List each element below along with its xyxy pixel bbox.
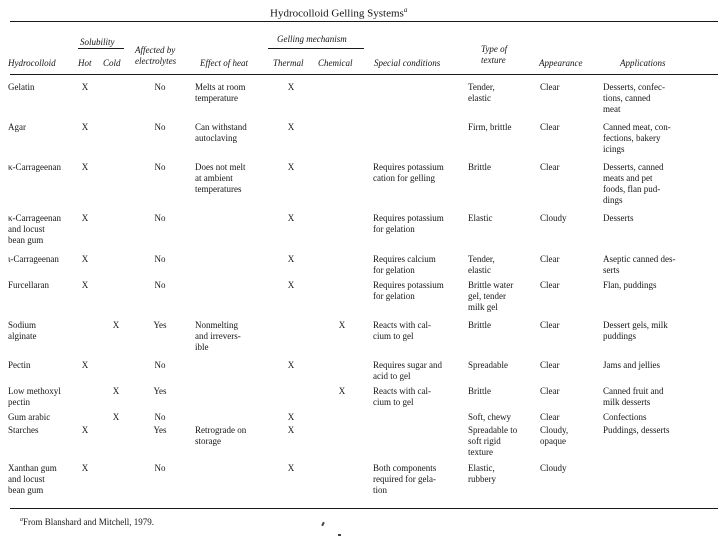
header-electrolytes-line2: electrolytes [135, 56, 177, 66]
header-chemical: Chemical [318, 58, 353, 68]
cell-appearance: Cloudy, opaque [540, 425, 569, 446]
cell-hot: X [81, 82, 89, 92]
cell-electrolytes: No [154, 360, 166, 370]
header-gelling-mechanism: Gelling mechanism [277, 34, 347, 44]
cell-thermal: X [287, 213, 295, 223]
cell-texture: Brittle [468, 320, 491, 330]
cell-appearance: Clear [540, 360, 560, 370]
cell-hot: X [81, 254, 89, 264]
cell-conditions: Requires potassium cation for gelling [373, 162, 444, 183]
cell-conditions: Reacts with cal- cium to gel [373, 386, 431, 407]
cell-cold: X [112, 386, 120, 396]
footnote: $^a$From Blanshard and Mitchell, 1979. [20, 517, 154, 527]
gelling-mechanism-underline [268, 48, 364, 49]
cell-conditions: Reacts with cal- cium to gel [373, 320, 431, 341]
cell-hot: X [81, 213, 89, 223]
cell-appearance: Cloudy [540, 463, 567, 473]
scan-speck [338, 534, 341, 536]
cell-appearance: Clear [540, 280, 560, 290]
cell-conditions: Requires sugar and acid to gel [373, 360, 442, 381]
cell-applications: Canned meat, con- fections, bakery icings [603, 122, 671, 154]
header-texture-line2: texture [481, 55, 506, 65]
cell-thermal: X [287, 360, 295, 370]
cell-name: Agar [8, 122, 26, 132]
cell-name: κ-Carrageenan and locust bean gum [8, 213, 62, 245]
cell-name: Xanthan gum and locust bean gum [8, 463, 57, 495]
cell-texture: Brittle [468, 162, 491, 172]
cell-electrolytes: Yes [153, 386, 167, 396]
cell-applications: Jams and jellies [603, 360, 660, 370]
cell-texture: Spreadable to soft rigid texture [468, 425, 518, 457]
cell-electrolytes: No [154, 122, 166, 132]
cell-hot: X [81, 425, 89, 435]
cell-texture: Brittle water gel, tender milk gel [468, 280, 514, 312]
cell-thermal: X [287, 254, 295, 264]
cell-applications: Dessert gels, milk puddings [603, 320, 668, 341]
cell-name: κ-Carrageenan [8, 162, 62, 172]
cell-electrolytes: No [154, 412, 166, 422]
cell-appearance: Clear [540, 162, 560, 172]
cell-thermal: X [287, 463, 295, 473]
cell-texture: Elastic [468, 213, 493, 223]
header-cold: Cold [103, 58, 121, 68]
cell-applications: Puddings, desserts [603, 425, 670, 435]
cell-conditions: Requires calcium for gelation [373, 254, 436, 275]
cell-appearance: Clear [540, 386, 560, 396]
cell-applications: Confections [603, 412, 647, 422]
cell-texture: Firm, brittle [468, 122, 512, 132]
cell-name: Starches [8, 425, 39, 435]
cell-cold: X [112, 412, 120, 422]
cell-applications: Desserts, confec- tions, canned meat [603, 82, 665, 114]
cell-conditions: Both components required for gela- tion [373, 463, 437, 495]
cell-electrolytes: No [154, 463, 166, 473]
cell-texture: Spreadable [468, 360, 508, 370]
header-hydrocolloid: Hydrocolloid [8, 58, 56, 68]
header-thermal: Thermal [273, 58, 304, 68]
cell-electrolytes: No [154, 280, 166, 290]
cell-hot: X [81, 360, 89, 370]
cell-texture: Soft, chewy [468, 412, 511, 422]
cell-cold: X [112, 320, 120, 330]
header-texture-line1: Type of [481, 44, 508, 54]
cell-name: Gelatin [8, 82, 35, 92]
cell-hot: X [81, 463, 89, 473]
cell-hot: X [81, 122, 89, 132]
header-special-conditions: Special conditions [374, 58, 441, 68]
header-hot: Hot [78, 58, 92, 68]
cell-hot: X [81, 280, 89, 290]
cell-texture: Elastic, rubbery [468, 463, 496, 484]
cell-conditions: Requires potassium for gelation [373, 280, 444, 301]
cell-applications: Desserts, canned meats and pet foods, flan pud- dings [603, 162, 664, 205]
cell-name: Low methoxyl pectin [8, 386, 61, 407]
cell-electrolytes: No [154, 162, 166, 172]
bottom-rule [10, 508, 718, 509]
cell-heat: Retrograde on storage [195, 425, 247, 446]
cell-heat: Can withstand autoclaving [195, 122, 247, 143]
cell-appearance: Clear [540, 254, 560, 264]
cell-chemical: X [338, 320, 346, 330]
cell-appearance: Clear [540, 122, 560, 132]
scan-speck [321, 522, 325, 526]
cell-heat: Melts at room temperature [195, 82, 246, 103]
cell-thermal: X [287, 280, 295, 290]
top-rule [10, 21, 718, 22]
cell-electrolytes: Yes [153, 425, 167, 435]
cell-applications: Canned fruit and milk desserts [603, 386, 664, 407]
cell-thermal: X [287, 82, 295, 92]
cell-thermal: X [287, 425, 295, 435]
cell-chemical: X [338, 386, 346, 396]
cell-conditions: Requires potassium for gelation [373, 213, 444, 234]
cell-hot: X [81, 162, 89, 172]
cell-appearance: Cloudy [540, 213, 567, 223]
cell-electrolytes: No [154, 254, 166, 264]
cell-appearance: Clear [540, 320, 560, 330]
cell-applications: Aseptic canned des- serts [603, 254, 676, 275]
cell-name: Pectin [8, 360, 31, 370]
cell-electrolytes: No [154, 82, 166, 92]
cell-name: Furcellaran [8, 280, 49, 290]
table-title: Hydrocolloid Gelling Systems$^a$ [270, 6, 408, 20]
cell-texture: Brittle [468, 386, 491, 396]
cell-electrolytes: Yes [153, 320, 167, 330]
header-effect-of-heat: Effect of heat [200, 58, 248, 68]
cell-texture: Tender, elastic [468, 254, 495, 275]
cell-name: Sodium alginate [8, 320, 37, 341]
cell-applications: Desserts [603, 213, 634, 223]
cell-appearance: Clear [540, 82, 560, 92]
cell-thermal: X [287, 412, 295, 422]
cell-thermal: X [287, 162, 295, 172]
cell-name: Gum arabic [8, 412, 51, 422]
solubility-underline [78, 48, 124, 49]
cell-name: ι-Carrageenan [8, 254, 59, 264]
cell-thermal: X [287, 122, 295, 132]
cell-appearance: Clear [540, 412, 560, 422]
header-applications: Applications [620, 58, 666, 68]
cell-texture: Tender, elastic [468, 82, 495, 103]
header-bottom-rule [10, 74, 718, 75]
header-appearance: Appearance [539, 58, 583, 68]
cell-heat: Does not melt at ambient temperatures [195, 162, 246, 194]
header-solubility: Solubility [80, 37, 115, 47]
cell-applications: Flan, puddings [603, 280, 657, 290]
header-electrolytes-line1: Affected by [135, 45, 176, 55]
cell-electrolytes: No [154, 213, 166, 223]
cell-heat: Nonmelting and irrevers- ible [195, 320, 241, 352]
